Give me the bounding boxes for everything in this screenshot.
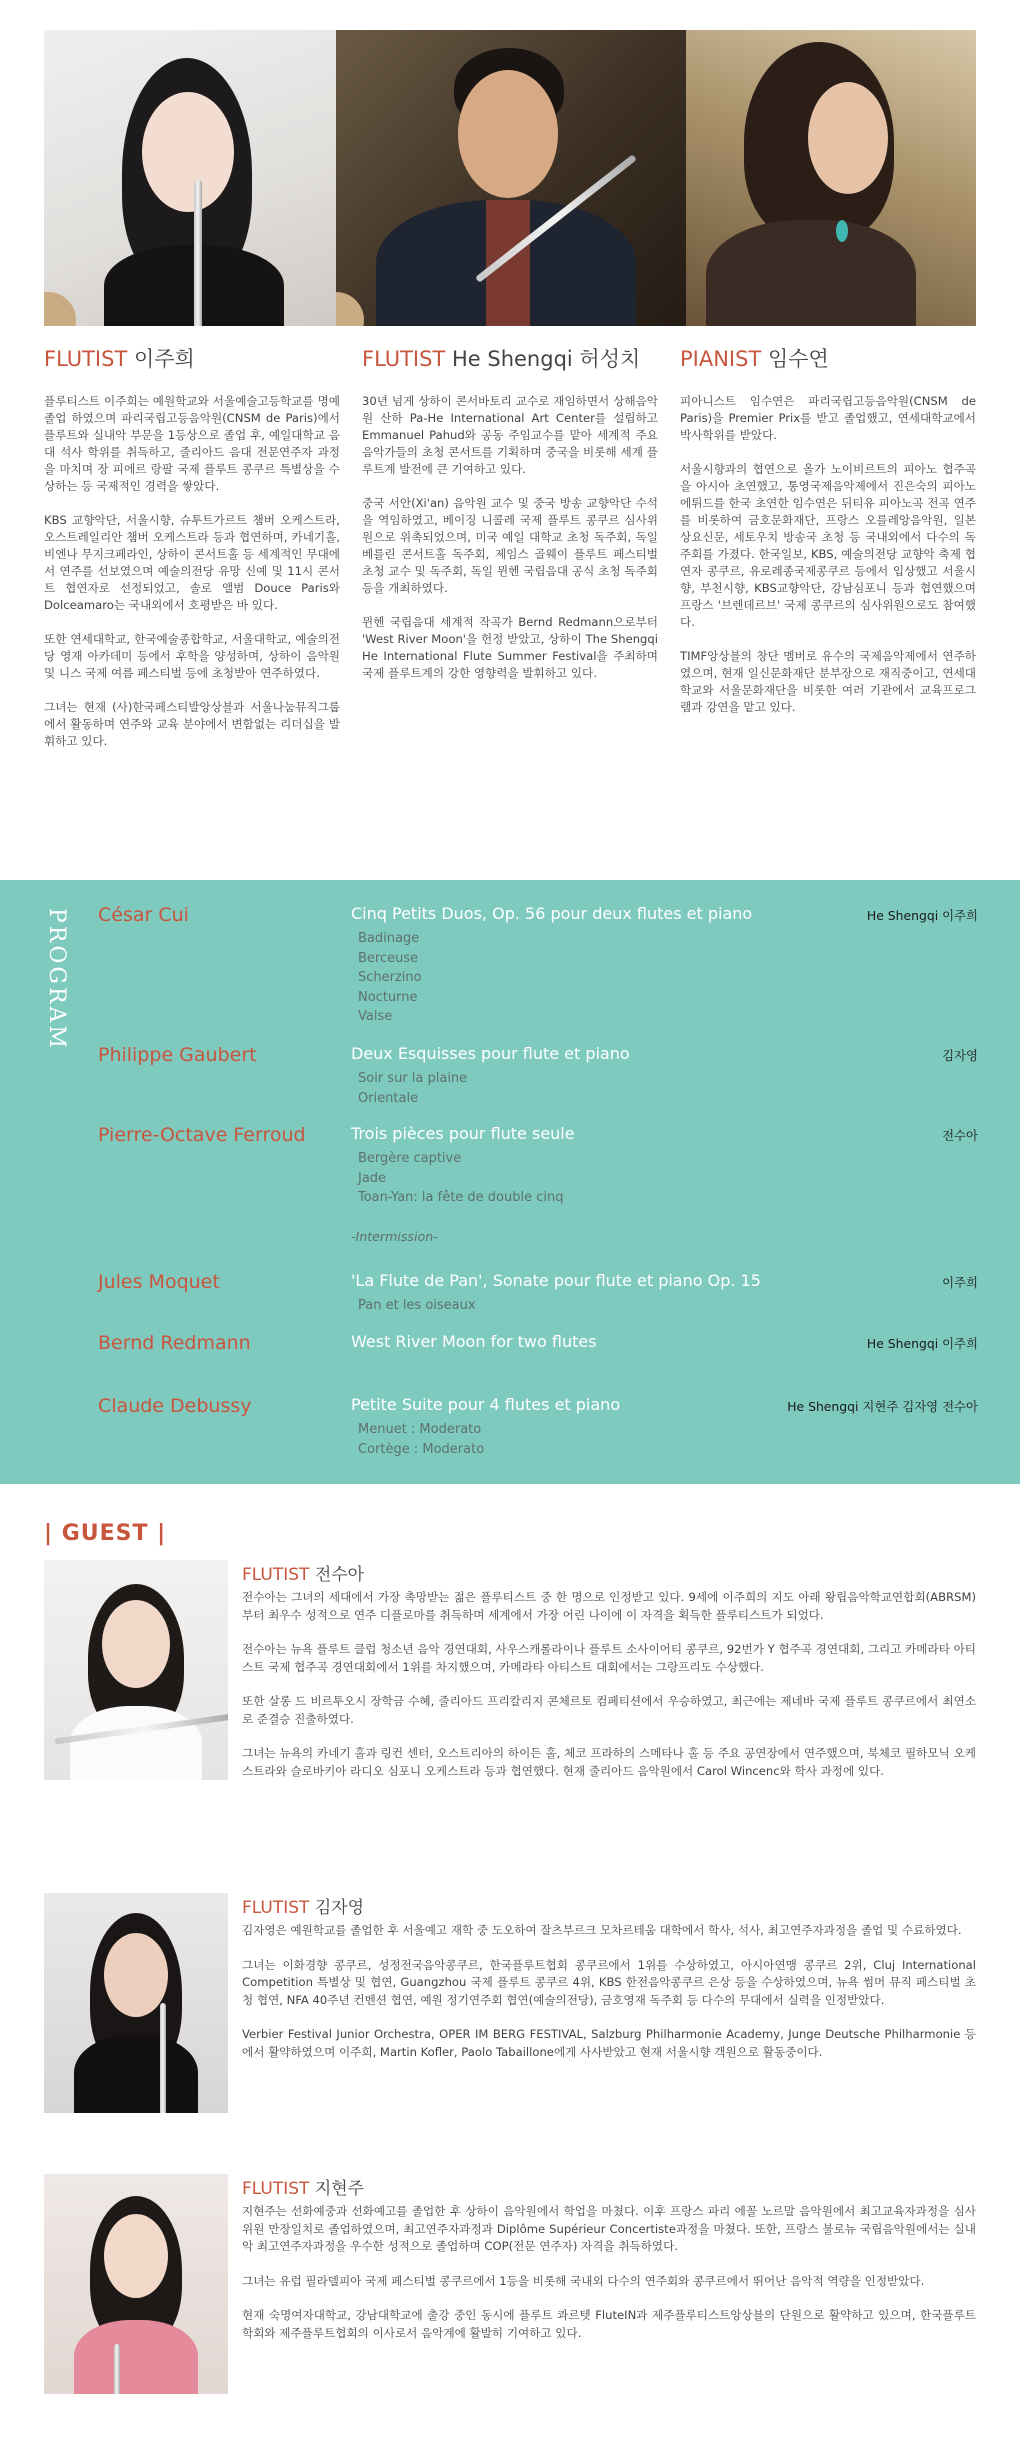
- photo-lim-sooyeon: [686, 30, 976, 326]
- guest-title: [242, 1560, 976, 1585]
- movement: Cortège : Moderato: [358, 1441, 485, 1457]
- movement: Pan et les oiseaux: [358, 1298, 476, 1313]
- bio-paragraph: KBS 교향악단, 서울시향, 슈투트가르트 챔버 오케스트라, 오스트레일리안 챔버 오케스트라 등과 협연하며, 카네기홀, 비엔나 무지크페라인, 상하이 콘서트홀 등 세계적인 무대에서 연주를 선보였으며 예술의전당 유망 신예 및 11시 콘서트 협연자로 선정되었고, 솔로 앨범 Douce Paris와 Dolceamaro는 국내외에서 호평받은 바 있다.: [44, 513, 340, 612]
- bio-paragraph: 김자영은 예원학교를 졸업한 후 서울예고 재학 중 도오하여 잘츠부르크 모차르테움 대학에서 학사, 석사, 최고연주자과정을 졸업 및 수료하였다.: [242, 1923, 962, 1937]
- movement: Jade: [358, 1170, 387, 1186]
- bio-paragraph: Verbier Festival Junior Orchestra, OPER IM BERG FESTIVAL, Salzburg Philharmonie Academy, Junge Deutsche Philharmonie 등에서 활약하였으며 이주희, Martin Kofler, Paolo Tabaillone에게 사사받았고 현재 서울시향 객원으로 활동중이다.: [242, 2027, 976, 2059]
- work-title: 'La Flute de Pan', Sonate pour flute et piano Op. 15: [351, 1271, 761, 1290]
- performer: He Shengqi 이주희: [866, 908, 978, 923]
- guest-name: 지현주: [314, 2179, 365, 2199]
- performer: He Shengqi 이주희: [866, 1336, 978, 1351]
- work-title: Petite Suite pour 4 flutes et piano: [351, 1395, 621, 1414]
- artist-title: [44, 343, 340, 373]
- bio-paragraph: 피아니스트 임수연은 파리국립고등음악원(CNSM de Paris)을 Premier Prix를 받고 졸업했고, 연세대학교에서 박사학위를 받았다.: [680, 394, 976, 442]
- program-section: [0, 880, 1020, 1484]
- guest-role: FLUTIST: [242, 2179, 310, 2199]
- bio-paragraph: 현재 숙명여자대학교, 강남대학교에 출강 중인 동시에 플루트 콰르텟 FluteIN과 제주플루티스트앙상블의 단원으로 활약하고 있으며, 한국플루트학회와 제주플루트협회의 이사로서 음악계에 활발히 기여하고 있다.: [242, 2308, 976, 2340]
- guest-role: FLUTIST: [242, 1898, 310, 1918]
- bio-paragraph: 30년 넘게 상하이 콘서바토리 교수로 재임하면서 상해음악원 산하 Pa-He International Art Center를 설립하고 Emmanuel Pahud와 공동 주임교수를 맡아 세계적 주요 음악가들의 초청 콘서트를 기획하며 중국을 비롯해 세계 플루트계 발전에 큰 기여하고 있다.: [362, 394, 658, 476]
- bio-paragraph: 서울시향과의 협연으로 올가 노이비르트의 피아노 협주곡을 아시아 초연했고, 통영국제음악제에서 진은숙의 피아노 에튀드를 한국 초연한 임수연은 뒤티유 피아노곡 전곡 연주를 비롯하여 금호문화재단, 프랑스 오를레앙음악원, 일본 상요신문, 세토우치 방송국 초청 등 국내외에서 다수의 독주회를 가졌다. 한국일보, KBS, 예술의전당 교향악 축제 협연자 콩쿠르, 유로레종국제콩쿠르 등에서 입상했고 서울시향, 부천시향, KBS교향악단, 강남심포니 등과 협연했으며 프랑스 '브렌데르브' 국제 콩쿠르의 심사위원으로도 참여했다.: [680, 462, 976, 629]
- bio-paragraph: 그녀는 뉴욕의 카네기 홀과 링컨 센터, 오스트리아의 하이든 홀, 체코 프라하의 스메타나 홀 등 주요 공연장에서 연주했으며, 북체코 필하모닉 오케스트라와 슬로바키아 라디오 심포니 오케스트라 등과 협연했다. 현재 줄리아드 음악원에서 Carol Wincenc와 학사 과정에 있다.: [242, 1746, 976, 1778]
- movement-list: [358, 929, 422, 1027]
- artist-name: 임수연: [767, 347, 829, 371]
- movement: Berceuse: [358, 950, 419, 966]
- composer-name: Philippe Gaubert: [98, 1044, 257, 1066]
- bio-paragraph: 지현주는 선화예중과 선화예고를 졸업한 후 상하이 음악원에서 학업을 마쳤다. 이후 프랑스 파리 에꼴 노르말 음악원에서 최고교육자과정을 심사위원 만장일치로 졸업하였으며, 최고연주자과정과 Diplôme Supérieur Concertiste과정을 마쳤다. 또한, 프랑스 불로뉴 국립음악원에서는 실내악 최고연주자과정을 우수한 성적으로 졸업하며 COP(전문 연주자) 자격을 취득하였다.: [242, 2204, 976, 2253]
- artist-title: [362, 343, 658, 373]
- bio-paragraph: 전수아는 그녀의 세대에서 가장 촉망받는 젊은 플루티스트 중 한 명으로 인정받고 있다. 9세에 이주희의 지도 아래 왕립음악학교연합회(ABRSM)부터 최우수 성적으로 연주 디플로마를 취득하며 세계에서 가장 어린 나이에 이 자격을 획득한 플루티스트가 되었다.: [242, 1590, 976, 1622]
- guest-name: 전수아: [314, 1565, 365, 1585]
- work-title: Cinq Petits Duos, Op. 56 pour deux flutes et piano: [351, 904, 753, 923]
- composer-name: Jules Moquet: [98, 1271, 220, 1293]
- bio-paragraph: 그녀는 이화경향 콩쿠르, 성정전국음악콩쿠르, 한국플루트협회 콩쿠르에서 1위를 수상하였고, 아시아연맹 콩쿠르 2위, Cluj International Competition 특별상 및 협연, Guangzhou 국제 플루트 콩쿠르 4위, KBS 한전음악콩쿠르 은상 등을 수상하였으며, 뉴욕 썸머 뮤직 페스티벌 초청 협연, NFA 40주년 컨벤션 협연, 예원 정기연주회 협연(예술의전당), 금호영재 독주회 등 다수의 무대에서 실력을 인정받았다.: [242, 1957, 976, 2007]
- movement: Nocturne: [358, 989, 418, 1005]
- movement: Orientale: [358, 1090, 419, 1106]
- performer: 이주희: [942, 1275, 978, 1290]
- guest-photo: [44, 1560, 228, 1780]
- movement-list: [358, 1069, 467, 1108]
- bio-paragraph: 뮌헨 국립음대 세계적 작곡가 Bernd Redmann으로부터 'West River Moon'을 헌정 받았고, 상하이 The Shengqi He International Flute Summer Festival을 주최하며 국제 플루트계의 강한 영향력을 발휘하고 있다.: [362, 615, 658, 680]
- photo-he-shengqi: [336, 30, 686, 326]
- guest-role: FLUTIST: [242, 1565, 310, 1585]
- bio-paragraph: 그녀는 현재 (사)한국페스티발앙상블과 서울나눔뮤직그룹에서 활동하며 연주와 교육 분야에서 변함없는 리더십을 발휘하고 있다.: [44, 700, 340, 748]
- bio-paragraph: TIMF앙상블의 창단 멤버로 유수의 국제음악제에서 연주하였으며, 현재 일신문화재단 분부장으로 재직중이고, 연세대학교와 서울문화재단을 비롯한 여러 기관에서 교육프로그램과 강연을 맡고 있다.: [680, 649, 976, 714]
- guest-bio: [242, 1893, 976, 2078]
- guest-name: 김자영: [314, 1898, 365, 1918]
- bio-paragraph: 전수아는 뉴욕 플루트 클럽 청소년 음악 경연대회, 사우스캐롤라이나 플루트 소사이어티 콩쿠르, 92번가 Y 협주곡 경연대회, 그리고 카메라타 아티스트 국제 협주곡 경연대회에서 1위를 차지했으며, 카메라타 아티스트 대회에서는 그랑프리도 수상했다.: [242, 1642, 976, 1674]
- artist-bio-he-shengqi: [362, 343, 658, 767]
- performer: 김자영: [942, 1048, 978, 1063]
- guest-heading: | GUEST |: [44, 1521, 167, 1546]
- composer-name: Claude Debussy: [98, 1395, 252, 1417]
- movement: Badinage: [358, 931, 420, 946]
- guest-bio: [242, 1560, 976, 1797]
- program-heading: PROGRAM: [44, 908, 69, 1051]
- composer-name: Pierre-Octave Ferroud: [98, 1124, 306, 1146]
- work-title: West River Moon for two flutes: [351, 1332, 597, 1351]
- movement-list: [358, 1420, 484, 1459]
- performer: 전수아: [942, 1128, 978, 1143]
- composer-name: Bernd Redmann: [98, 1332, 251, 1354]
- bio-paragraph: 중국 서안(Xi'an) 음악원 교수 및 중국 방송 교향악단 수석을 역임하였고, 베이징 니콜레 국제 플루트 콩쿠르 심사위원으로 위촉되었으며, 미국 예일 대학교 초청 독주회, 독일 베를린 콘서트홀 독주회, 제임스 골웨이 플루트 페스티벌 초청 교수 및 독주회, 독일 뮌헨 국립음대 공식 초청 독주회 등을 개최하였다.: [362, 496, 658, 595]
- guest-photo: [44, 1893, 228, 2113]
- movement: Menuet : Moderato: [358, 1422, 482, 1437]
- artist-name: He Shengqi 허성치: [451, 347, 641, 371]
- artist-role: FLUTIST: [362, 347, 446, 371]
- artist-role: PIANIST: [680, 347, 762, 371]
- composer-name: César Cui: [98, 904, 189, 926]
- bio-paragraph: 또한 연세대학교, 한국예술종합학교, 서울대학교, 예술의전당 영재 아카데미 등에서 후학을 양성하며, 상하이 음악원 및 니스 국제 여름 페스티벌 등에 초청받아 연주하였다.: [44, 632, 340, 680]
- guest-photo: [44, 2174, 228, 2394]
- guest-title: [242, 2174, 976, 2199]
- movement: Valse: [358, 1009, 393, 1024]
- artist-bio-lee-juhee: [44, 343, 340, 767]
- guest-title: [242, 1893, 976, 1918]
- movement: Toan-Yan: la fête de double cinq: [358, 1190, 564, 1205]
- photo-lee-juhee: [44, 30, 336, 326]
- movement: Bergère captive: [358, 1151, 462, 1166]
- intermission-label: -Intermission-: [351, 1229, 438, 1244]
- movement-list: [358, 1149, 564, 1208]
- work-title: Deux Esquisses pour flute et piano: [351, 1044, 630, 1063]
- bio-paragraph: 또한 살롱 드 비르투오시 장학금 수혜, 줄리아드 프리칼리지 콘체르토 컴페티션에서 우승하였고, 최근에는 제네바 국제 플루트 콩쿠르에서 최연소로 준결승 진출하였다.: [242, 1694, 976, 1726]
- bio-paragraph: 플루티스트 이주희는 예원학교와 서울예술고등학교를 명예졸업 하였으며 파리국립고등음악원(CNSM de Paris)에서 플루트와 실내악 부문을 1등상으로 졸업 후, 예일대학교 음대 석사 학위를 취득하고, 줄리아드 음대 전문연주자 과정을 마치며 장 피에르 랑팔 국제 플루트 콩쿠르 특별상을 수상하는 등 국제적인 경력을 쌓았다.: [44, 394, 340, 493]
- work-title: Trois pièces pour flute seule: [351, 1124, 575, 1143]
- movement: Scherzino: [358, 970, 422, 985]
- artist-name: 이주희: [133, 347, 195, 371]
- artist-photos: [44, 30, 976, 326]
- artist-bio-lim-sooyeon: [680, 343, 976, 767]
- bio-paragraph: 그녀는 유럽 필라델피아 국제 페스티벌 콩쿠르에서 1등을 비롯해 국내외 다수의 연주회와 콩쿠르에서 뛰어난 음악적 역량을 인정받았다.: [242, 2273, 925, 2288]
- movement-list: [358, 1296, 476, 1316]
- performer: He Shengqi 지현주 김자영 전수아: [787, 1399, 978, 1414]
- movement: Soir sur la plaine: [358, 1071, 468, 1086]
- artist-bios: [44, 343, 976, 767]
- artist-role: FLUTIST: [44, 347, 128, 371]
- guest-bio: [242, 2174, 976, 2359]
- artist-title: [680, 343, 976, 373]
